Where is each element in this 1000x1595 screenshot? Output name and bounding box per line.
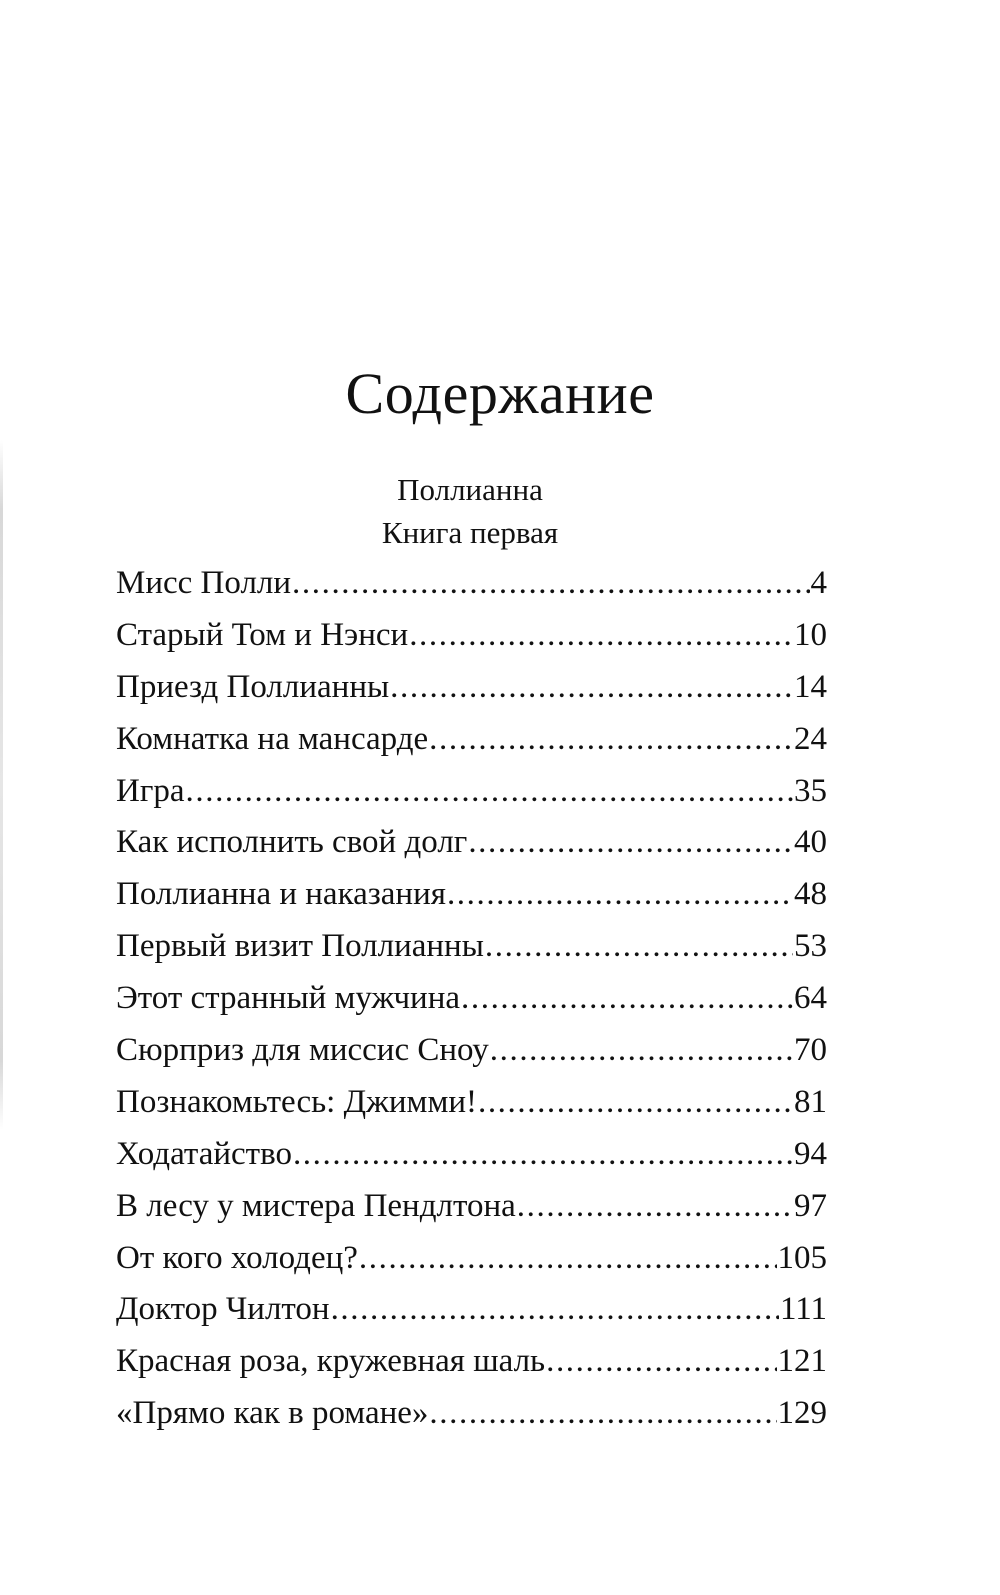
toc-entry-page: 10 [794, 616, 827, 653]
toc-entry-title: Как исполнить свой долг [116, 824, 468, 861]
toc-entry [116, 1388, 827, 1440]
dot-leader [429, 714, 793, 766]
dot-leader [447, 869, 793, 921]
toc-entry-page: 14 [794, 668, 827, 705]
toc-entry-page: 70 [794, 1032, 827, 1069]
part-name: Книга первая [381, 515, 559, 550]
toc-entry-page: 35 [794, 772, 827, 809]
dot-leader [517, 1181, 793, 1233]
toc-entry-title: Ходатайство [116, 1135, 292, 1172]
toc-entry-title: Первый визит Поллианны [116, 928, 484, 965]
toc-entry-page: 121 [777, 1343, 827, 1380]
toc-entry-title: Сюрприз для миссис Сноу [116, 1032, 489, 1069]
dot-leader [485, 921, 793, 973]
toc-entry [116, 921, 827, 973]
toc-entry-title: Комнатка на мансарде [116, 720, 429, 757]
toc-entry-page: 105 [777, 1239, 827, 1276]
toc-entry [116, 1025, 827, 1077]
toc-entry-title: «Прямо как в романе» [116, 1395, 429, 1432]
toc-entry-page: 48 [794, 876, 827, 913]
toc-entry [116, 766, 827, 818]
dot-leader [390, 662, 793, 714]
toc-entry-title: От кого холодец? [116, 1239, 358, 1276]
toc-entry-page: 81 [794, 1083, 827, 1120]
dot-leader [409, 610, 793, 662]
dot-leader [292, 558, 809, 610]
toc-entry-title: Мисс Полли [116, 565, 292, 601]
toc-entry-page: 64 [794, 980, 827, 1017]
dot-leader [359, 1233, 777, 1285]
toc-entry [116, 869, 827, 921]
toc-entry [116, 817, 827, 869]
toc-entry [116, 1284, 827, 1336]
dot-leader [490, 1025, 793, 1077]
toc-entry [116, 714, 827, 766]
toc-entry [116, 1129, 827, 1181]
dot-leader [293, 1129, 793, 1181]
dot-leader [546, 1336, 776, 1388]
toc-entry [116, 1233, 827, 1285]
toc-entry-page: 24 [794, 720, 827, 757]
book-name: Поллианна [397, 472, 543, 507]
toc-entry-page: 40 [794, 824, 827, 861]
toc-entry-page: 4 [810, 565, 827, 601]
toc-entry-title: Познакомьтесь: Джимми! [116, 1083, 477, 1120]
toc-entry [116, 610, 827, 662]
toc-entry-title: Поллианна и наказания [116, 876, 446, 913]
toc-entry [116, 1077, 827, 1129]
toc-entry-page: 94 [794, 1135, 827, 1172]
toc-entry-page: 111 [779, 1291, 827, 1328]
toc-entry-title: Старый Том и Нэнси [116, 616, 409, 653]
dot-leader [478, 1077, 793, 1129]
toc-entry-title: Этот странный мужчина [116, 980, 461, 1017]
toc-entry-title: Игра [116, 772, 185, 809]
dot-leader [331, 1284, 779, 1336]
table-of-contents [116, 558, 827, 1440]
toc-entry-page: 129 [777, 1395, 827, 1432]
toc-entry [116, 973, 827, 1025]
dot-leader [461, 973, 793, 1025]
toc-entry [116, 1181, 827, 1233]
toc-entry-title: В лесу у мистера Пендлтона [116, 1187, 516, 1224]
dot-leader [429, 1388, 776, 1440]
toc-entry-title: Красная роза, кружевная шаль [116, 1343, 546, 1380]
toc-entry [116, 558, 827, 610]
dot-leader [186, 766, 793, 818]
dot-leader [468, 817, 793, 869]
toc-entry-page: 97 [794, 1187, 827, 1224]
toc-entry [116, 662, 827, 714]
toc-entry [116, 1336, 827, 1388]
page-title: Содержание [345, 361, 655, 426]
toc-entry-title: Доктор Чилтон [116, 1291, 330, 1328]
toc-entry-page: 53 [794, 928, 827, 965]
toc-entry-title: Приезд Поллианны [116, 668, 390, 705]
